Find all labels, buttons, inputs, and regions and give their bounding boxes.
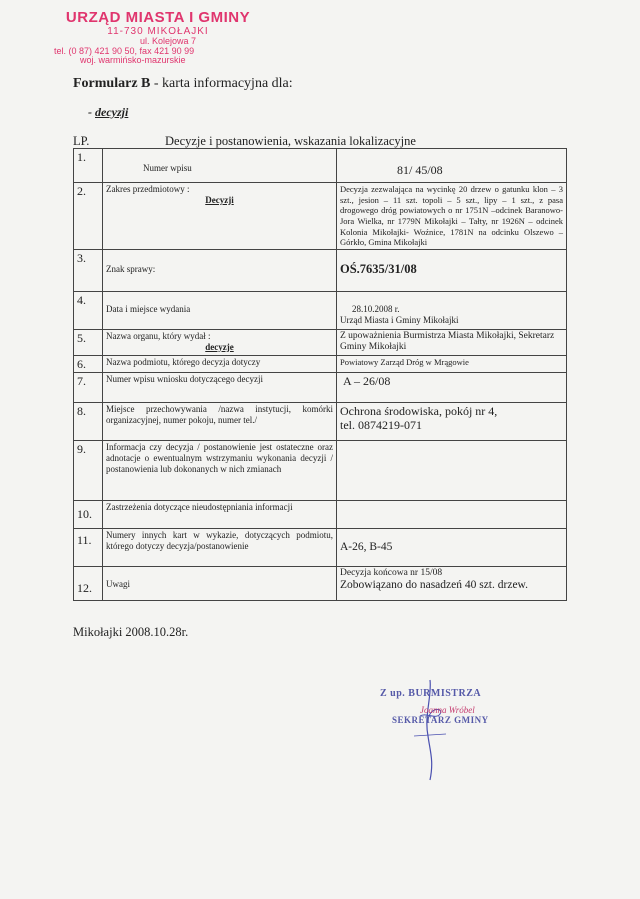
row-label-main: Nazwa organu, który wydał : [106,330,211,341]
table-row [74,249,567,291]
row-value: Powiatowy Zarząd Dróg w Mrągowie [337,355,567,372]
row-number: 1. [74,149,103,183]
row-number: 9. [74,440,103,500]
form-subtitle [88,105,128,120]
table-row [74,183,567,250]
row-value-line-1: Decyzja końcowa nr 15/08 [340,567,443,578]
stamp-line-5: woj. warmińsko-mazurskie [80,55,186,66]
row-number: 2. [74,183,103,250]
row-label: Miejsce przechowywania /nazwa instytucji, komórki organizacyjnej, numer pokoju, numer tel./ [103,402,337,440]
table-row [74,566,567,600]
signature-line-1: Z up. BURMISTRZA [380,688,482,699]
row-value: 81/ 45/08 [337,149,567,183]
table-row [74,528,567,566]
row-number: 7. [74,372,103,402]
row-value: Decyzja zezwalająca na wycinkę 20 drzew o gatunku klon – 3 szt., jesion – 11 szt. topoli – 5 szt., lipy – 1 szt., z pasa drogowego dróg powiatowych o nr 1751N –odcinek Baranowo- Jora Wielka, nr 1779N Mikołajki – Tałty, nr 1926N – odcinek Kolonia Mikołajki- Woźnice, 1781N na odcinku Olszewo – Górkło, Gmina Mikołajki [337,183,567,250]
row-value [337,500,567,528]
row-label-sub: Decyzji [205,194,234,205]
signature-stamp [380,688,530,725]
row-value: A – 26/08 [337,372,567,402]
row-value-place: Urząd Miasta i Gminy Mikołajki [340,314,459,325]
row-label: Znak sprawy: [103,249,337,291]
table-title: Decyzje i postanowienia, wskazania lokalizacyjne [165,134,416,148]
form-title-rest: - karta informacyjna dla: [150,76,293,91]
stamp-line-2: 11-730 MIKOŁAJKI [107,25,209,37]
office-stamp [54,9,258,66]
row-label-sub: decyzje [205,341,234,352]
table-row [74,440,567,500]
subtitle-text: decyzji [95,105,129,119]
row-number: 5. [74,329,103,355]
stamp-line-4: tel. (0 87) 421 90 50, fax 421 90 99 [54,45,195,56]
row-label: Numer wpisu [103,149,337,183]
table-row [74,402,567,440]
row-value [337,291,567,329]
row-label: Nazwa podmiotu, którego decyzja dotyczy [103,355,337,372]
row-number: 10. [74,500,103,528]
signature-name: Joanna Wróbel [420,705,475,715]
row-value: Z upoważnienia Burmistrza Miasta Mikołajki, Sekretarz Gminy Mikołajki [337,329,567,355]
table-row [74,355,567,372]
lp-label: LP. [73,134,90,148]
row-value-date: 28.10.2008 r. [352,303,400,314]
row-value-line-1: Ochrona środowiska, pokój nr 4, [340,403,498,418]
form-title [73,76,293,92]
stamp-line-1: URZĄD MIASTA I GMINY [65,9,251,26]
row-value-line-2: tel. 0874219-071 [340,418,422,433]
row-number: 6. [74,355,103,372]
row-value [337,440,567,500]
row-value: A-26, B-45 [337,528,567,566]
table-row [74,500,567,528]
row-value-line-2: Zobowiązano do nasadzeń 40 szt. drzew. [340,579,528,592]
row-label: Numer wpisu wniosku dotyczącego decyzji [103,372,337,402]
row-number: 11. [74,528,103,566]
row-label: Zastrzeżenia dotyczące nieudostępniania informacji [103,500,337,528]
row-number: 8. [74,402,103,440]
table-row [74,329,567,355]
info-table [73,148,567,601]
row-label: Informacja czy decyzja / postanowienie jest ostateczne oraz adnotacje o ewentualnym wstrzymaniu wykonania decyzji / postanowienia lub dokonanych w nich zmianach [103,440,337,500]
row-number: 12. [74,566,103,600]
stamp-line-3: ul. Kolejowa 7 [139,36,197,47]
row-label [103,329,337,355]
row-number: 4. [74,291,103,329]
subtitle-prefix: - [88,105,95,119]
row-label: Numery innych kart w wykazie, dotyczących podmiotu, którego dotyczy decyzja/postanowienie [103,528,337,566]
row-value [337,402,567,440]
table-row [74,372,567,402]
row-label [103,183,337,250]
row-label: Uwagi [103,566,337,600]
row-label: Data i miejsce wydania [103,291,337,329]
table-row [74,149,567,183]
row-value [337,566,567,600]
table-row [74,291,567,329]
row-label-main: Zakres przedmiotowy : [106,184,190,194]
footer-date: Mikołajki 2008.10.28r. [73,625,189,639]
form-title-bold: Formularz B [73,76,151,91]
signature-role: SEKRETARZ GMINY [392,715,489,725]
row-value: OŚ.7635/31/08 [337,249,567,291]
row-number: 3. [74,249,103,291]
